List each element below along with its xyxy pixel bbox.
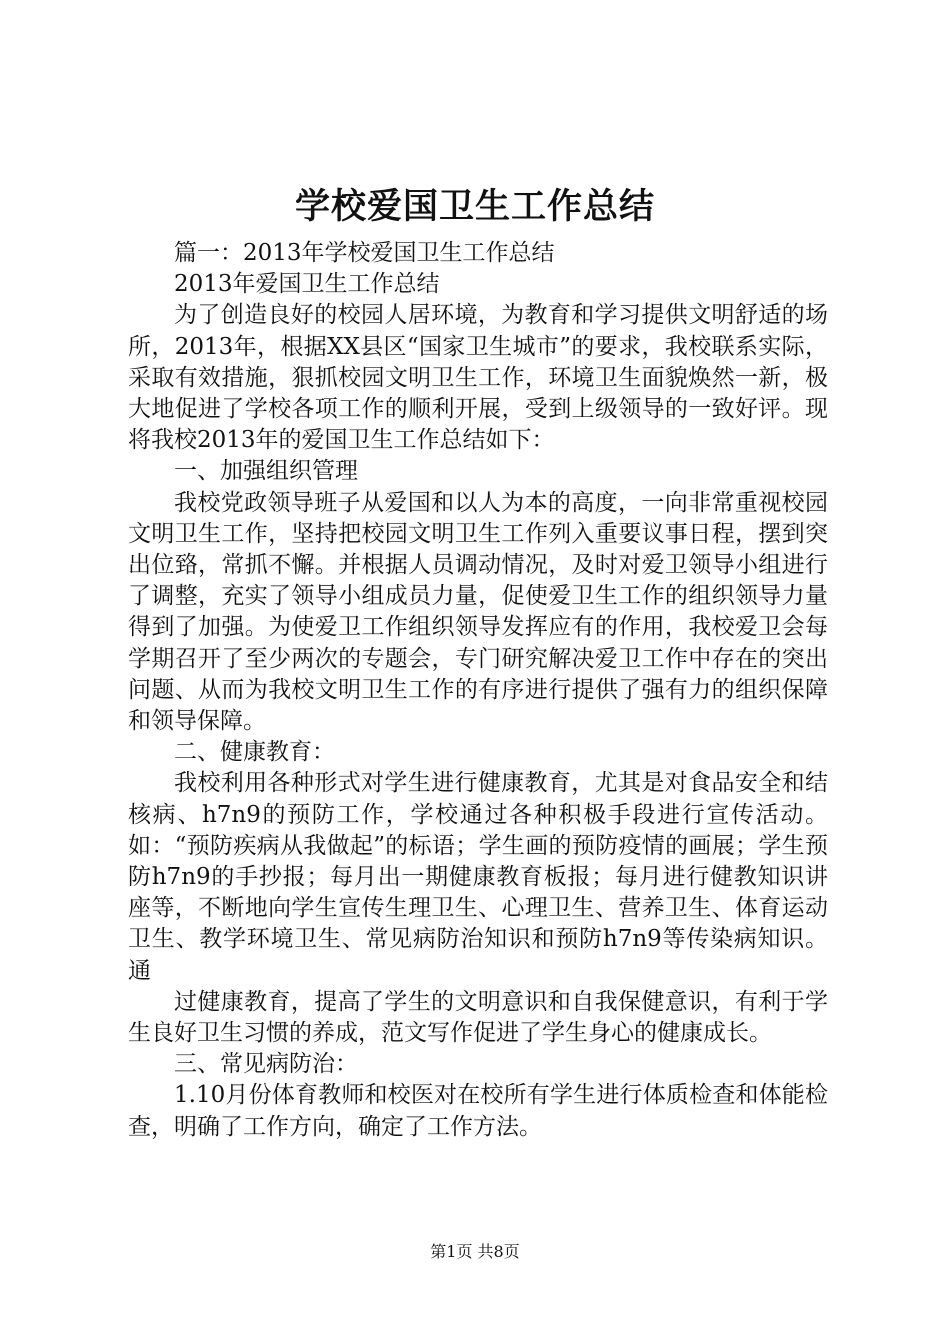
paragraph: 2013年爱国卫生工作总结 [174,271,440,298]
section-heading: 一、加强组织管理 [174,458,358,485]
paragraph: 1.10月份体育教师和校医对在校所有学生进行体质检查和体能检查，明确了工作方向，确定了工作方法。 [128,1082,828,1140]
paragraph: 为了创造良好的校园人居环境，为教育和学习提供文明舒适的场所，2013年，根据XX县区“国家卫生城市”的要求，我校联系实际，采取有效措施，狠抓校园文明卫生工作，环境卫生面貌焕然一新，极大地促进了学校各项工作的顺利开展，受到上级领导的一致好评。现将我校2013年的爱国卫生工作总结如下： [128,302,828,454]
paragraph: 篇一：2013年学校爱国卫生工作总结 [174,240,555,266]
document-title: 学校爱国卫生工作总结 [294,187,655,227]
section-heading: 三、常见病防治： [174,1051,358,1078]
page-footer: 第1页 共8页 [430,1242,520,1261]
section-heading: 二、健康教育： [174,739,335,766]
paragraph: 过健康教育，提高了学生的文明意识和自我保健意识，有利于学生良好卫生习惯的养成，范文写作促进了学生身心的健康成长。 [128,988,828,1047]
paragraph: 我校利用各种形式对学生进行健康教育，尤其是对食品安全和结核病、h7n9的预防工作，学校通过各种积极手段进行宣传活动。如：“预防疾病从我做起”的标语；学生画的预防疫情的画展；学生预防h7n9的手抄报；每月出一期健康教育板报；每月进行健教知识讲座等，不断地向学生宣传生理卫生、心理卫生、营养卫生、体育运动卫生、教学环境卫生、常见病防治知识和预防h7n9等传染病知识。通 [128,770,828,984]
document-body [128,238,828,1143]
paragraph: 我校党政领导班子从爱国和以人为本的高度，一向非常重视校园文明卫生工作，坚持把校园文明卫生工作列入重要议事日程，摆到突出位臵，常抓不懈。并根据人员调动情况，及时对爱卫领导小组进行了调整，充实了领导小组成员力量，促使爱卫生工作的组织领导力量得到了加强。为使爱卫工作组织领导发挥应有的作用，我校爱卫会每学期召开了至少两次的专题会，专门研究解决爱卫工作中存在的突出问题、从而为我校文明卫生工作的有序进行提供了强有力的组织保障和领导保障。 [128,489,828,735]
